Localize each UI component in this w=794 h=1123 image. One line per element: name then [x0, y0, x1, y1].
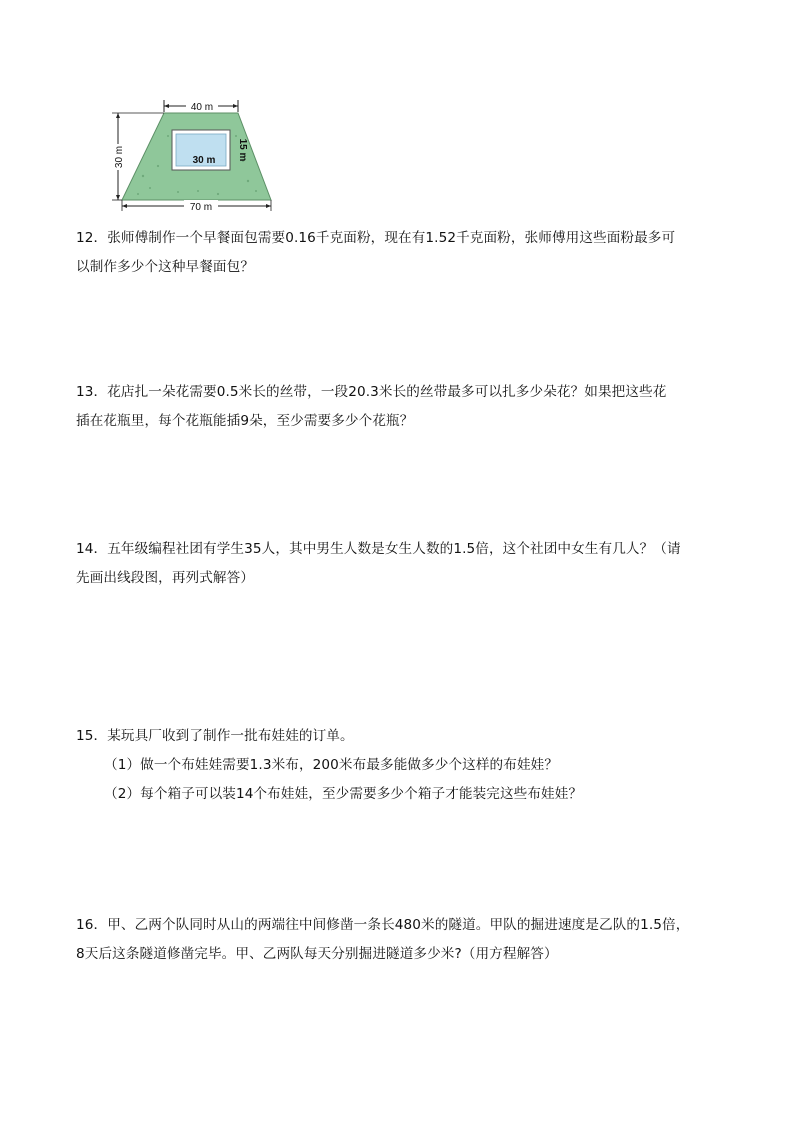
question-text-line: 16．甲、乙两个队同时从山的两端往中间修凿一条长480米的隧道。甲队的掘进速度是乙队的1.5倍，	[76, 917, 690, 933]
question-text-line: 15．某玩具厂收到了制作一批布娃娃的订单。	[76, 728, 354, 744]
question-text-line: 14．五年级编程社团有学生35人，其中男生人数是女生人数的1.5倍，这个社团中女生有几人？（请	[76, 541, 681, 557]
question-text-line: 以制作多少个这种早餐面包？	[76, 259, 255, 275]
question-text-line: 12．张师傅制作一个早餐面包需要0.16千克面粉，现在有1.52千克面粉，张师傅用这些面粉最多可	[76, 230, 676, 246]
question-13	[76, 378, 726, 436]
pool-width-label: 30 m	[192, 155, 216, 166]
height-label: 30 m	[114, 145, 125, 169]
question-12	[76, 224, 726, 282]
top-length-label: 40 m	[190, 102, 214, 113]
sub-question-1: （1）做一个布娃娃需要1.3米布，200米布最多能做多少个这样的布娃娃？	[104, 757, 559, 773]
trapezoid-field-figure	[98, 96, 298, 212]
question-text-line: 插在花瓶里，每个花瓶能插9朵，至少需要多少个花瓶？	[76, 413, 414, 429]
question-14	[76, 535, 726, 593]
trapezoid-diagram	[98, 96, 298, 212]
question-15	[76, 722, 726, 809]
pool-height-label: 15 m	[237, 138, 248, 162]
sub-question-2: （2）每个箱子可以装14个布娃娃，至少需要多少个箱子才能装完这些布娃娃？	[104, 786, 583, 802]
question-text-line: 13．花店扎一朵花需要0.5米长的丝带，一段20.3米长的丝带最多可以扎多少朵花？如果把这些花	[76, 384, 667, 400]
question-text-line: 8天后这条隧道修凿完毕。甲、乙两队每天分别掘进隧道多少米?（用方程解答）	[76, 946, 558, 962]
bottom-length-label: 70 m	[189, 202, 213, 212]
question-text-line: 先画出线段图，再列式解答）	[76, 570, 255, 586]
question-16	[76, 911, 726, 969]
